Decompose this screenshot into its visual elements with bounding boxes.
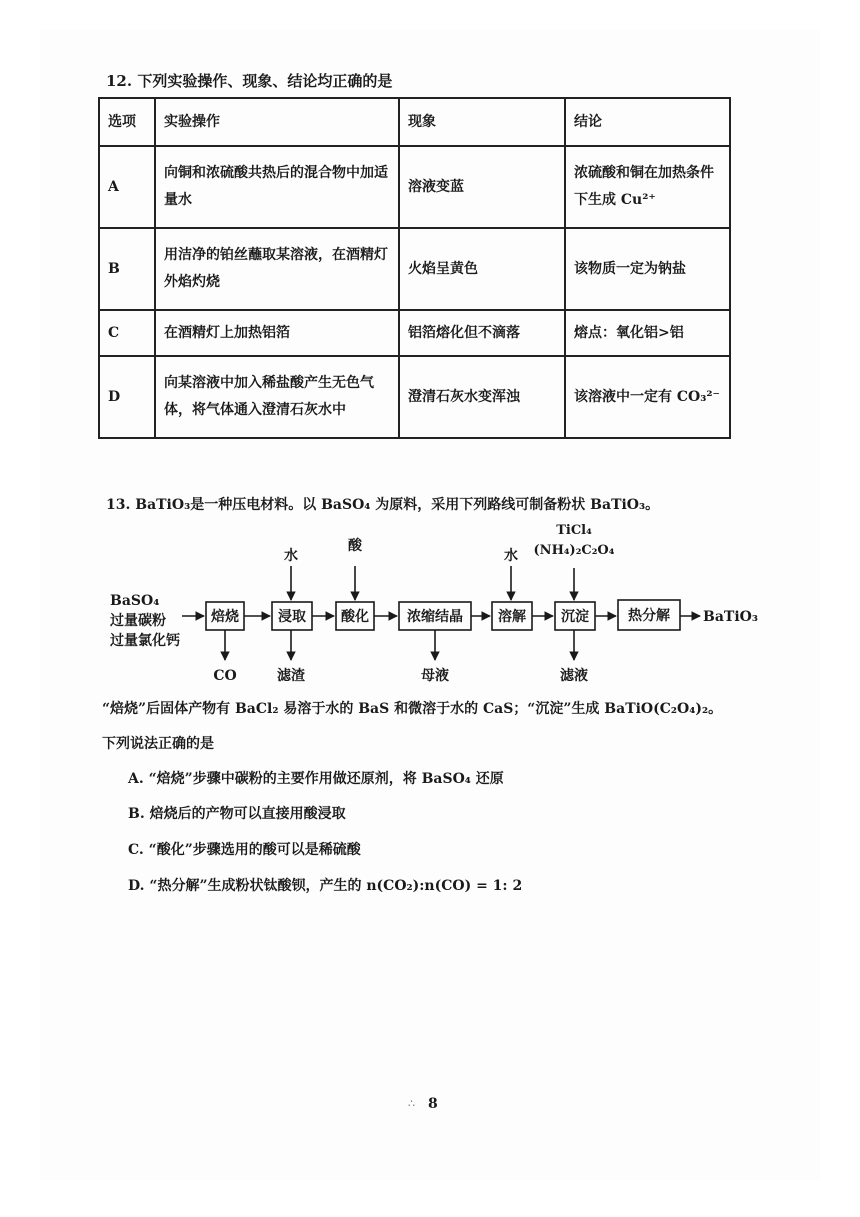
row-operation: 用洁净的铂丝蘸取某溶液，在酒精灯外焰灼烧	[155, 228, 399, 310]
page-number: 8	[428, 1096, 438, 1112]
page-mark: ∴	[408, 1097, 415, 1110]
row-conclusion: 熔点：氧化铝>铝	[565, 310, 730, 356]
answer-option-d: D. “热分解”生成粉状钛酸钡，产生的 n(CO₂):n(CO) = 1: 2	[128, 878, 523, 894]
row-option: C	[99, 310, 155, 356]
answer-option-c: C. “酸化”步骤选用的酸可以是稀硫酸	[128, 842, 361, 858]
feed-label: BaSO₄	[110, 593, 160, 609]
output-label: 滤渣	[277, 668, 305, 684]
product-label: BaTiO₃	[703, 609, 758, 625]
header-operation: 实验操作	[155, 98, 399, 146]
step-label: 浸取	[278, 609, 306, 625]
row-conclusion: 该溶液中一定有 CO₃²⁻	[565, 356, 730, 438]
input-label: (NH₄)₂C₂O₄	[533, 543, 615, 558]
input-label: 水	[284, 548, 298, 564]
step-label: 酸化	[341, 609, 369, 625]
answer-option-b: B. 焙烧后的产物可以直接用酸浸取	[128, 806, 346, 822]
table-header-row	[99, 98, 730, 146]
feed-label: 过量氯化钙	[110, 633, 180, 649]
step-label: 溶解	[498, 609, 526, 625]
step-label: 热分解	[628, 608, 670, 624]
header-option: 选项	[99, 98, 155, 146]
row-phenomenon: 澄清石灰水变浑浊	[399, 356, 565, 438]
feed-label: 过量碳粉	[110, 613, 166, 629]
process-flowchart	[100, 520, 760, 690]
row-option: A	[99, 146, 155, 228]
row-phenomenon: 溶液变蓝	[399, 146, 565, 228]
header-conclusion: 结论	[565, 98, 730, 146]
table-row	[99, 146, 730, 228]
row-option: B	[99, 228, 155, 310]
header-phenomenon: 现象	[399, 98, 565, 146]
q13-intro: 13. BaTiO₃是一种压电材料。以 BaSO₄ 为原料，采用下列路线可制备粉状 BaTiO₃。	[106, 497, 660, 513]
input-label: TiCl₄	[556, 523, 592, 538]
table-row	[99, 356, 730, 438]
row-phenomenon: 火焰呈黄色	[399, 228, 565, 310]
q13-note: “焙烧”后固体产物有 BaCl₂ 易溶于水的 BaS 和微溶于水的 CaS；“沉淀”生成 BaTiO(C₂O₄)₂。	[102, 701, 723, 717]
row-option: D	[99, 356, 155, 438]
output-label: 滤液	[560, 668, 588, 684]
row-phenomenon: 铝箔熔化但不滴落	[399, 310, 565, 356]
step-label: 焙烧	[211, 609, 239, 625]
output-label: 母液	[421, 668, 449, 684]
table-row	[99, 228, 730, 310]
q12-table	[98, 97, 731, 439]
step-label: 沉淀	[561, 609, 589, 625]
input-label: 酸	[348, 538, 362, 554]
row-operation: 向某溶液中加入稀盐酸产生无色气体，将气体通入澄清石灰水中	[155, 356, 399, 438]
answer-option-a: A. “焙烧”步骤中碳粉的主要作用做还原剂，将 BaSO₄ 还原	[128, 771, 504, 787]
step-label: 浓缩结晶	[407, 609, 463, 625]
q12-title: 12. 下列实验操作、现象、结论均正确的是	[106, 72, 393, 90]
q13-stem: 下列说法正确的是	[102, 736, 214, 752]
output-label: CO	[213, 668, 237, 684]
row-conclusion: 该物质一定为钠盐	[565, 228, 730, 310]
row-conclusion: 浓硫酸和铜在加热条件下生成 Cu²⁺	[565, 146, 730, 228]
input-label: 水	[504, 548, 518, 564]
table-row	[99, 310, 730, 356]
row-operation: 向铜和浓硫酸共热后的混合物中加适量水	[155, 146, 399, 228]
row-operation: 在酒精灯上加热铝箔	[155, 310, 399, 356]
